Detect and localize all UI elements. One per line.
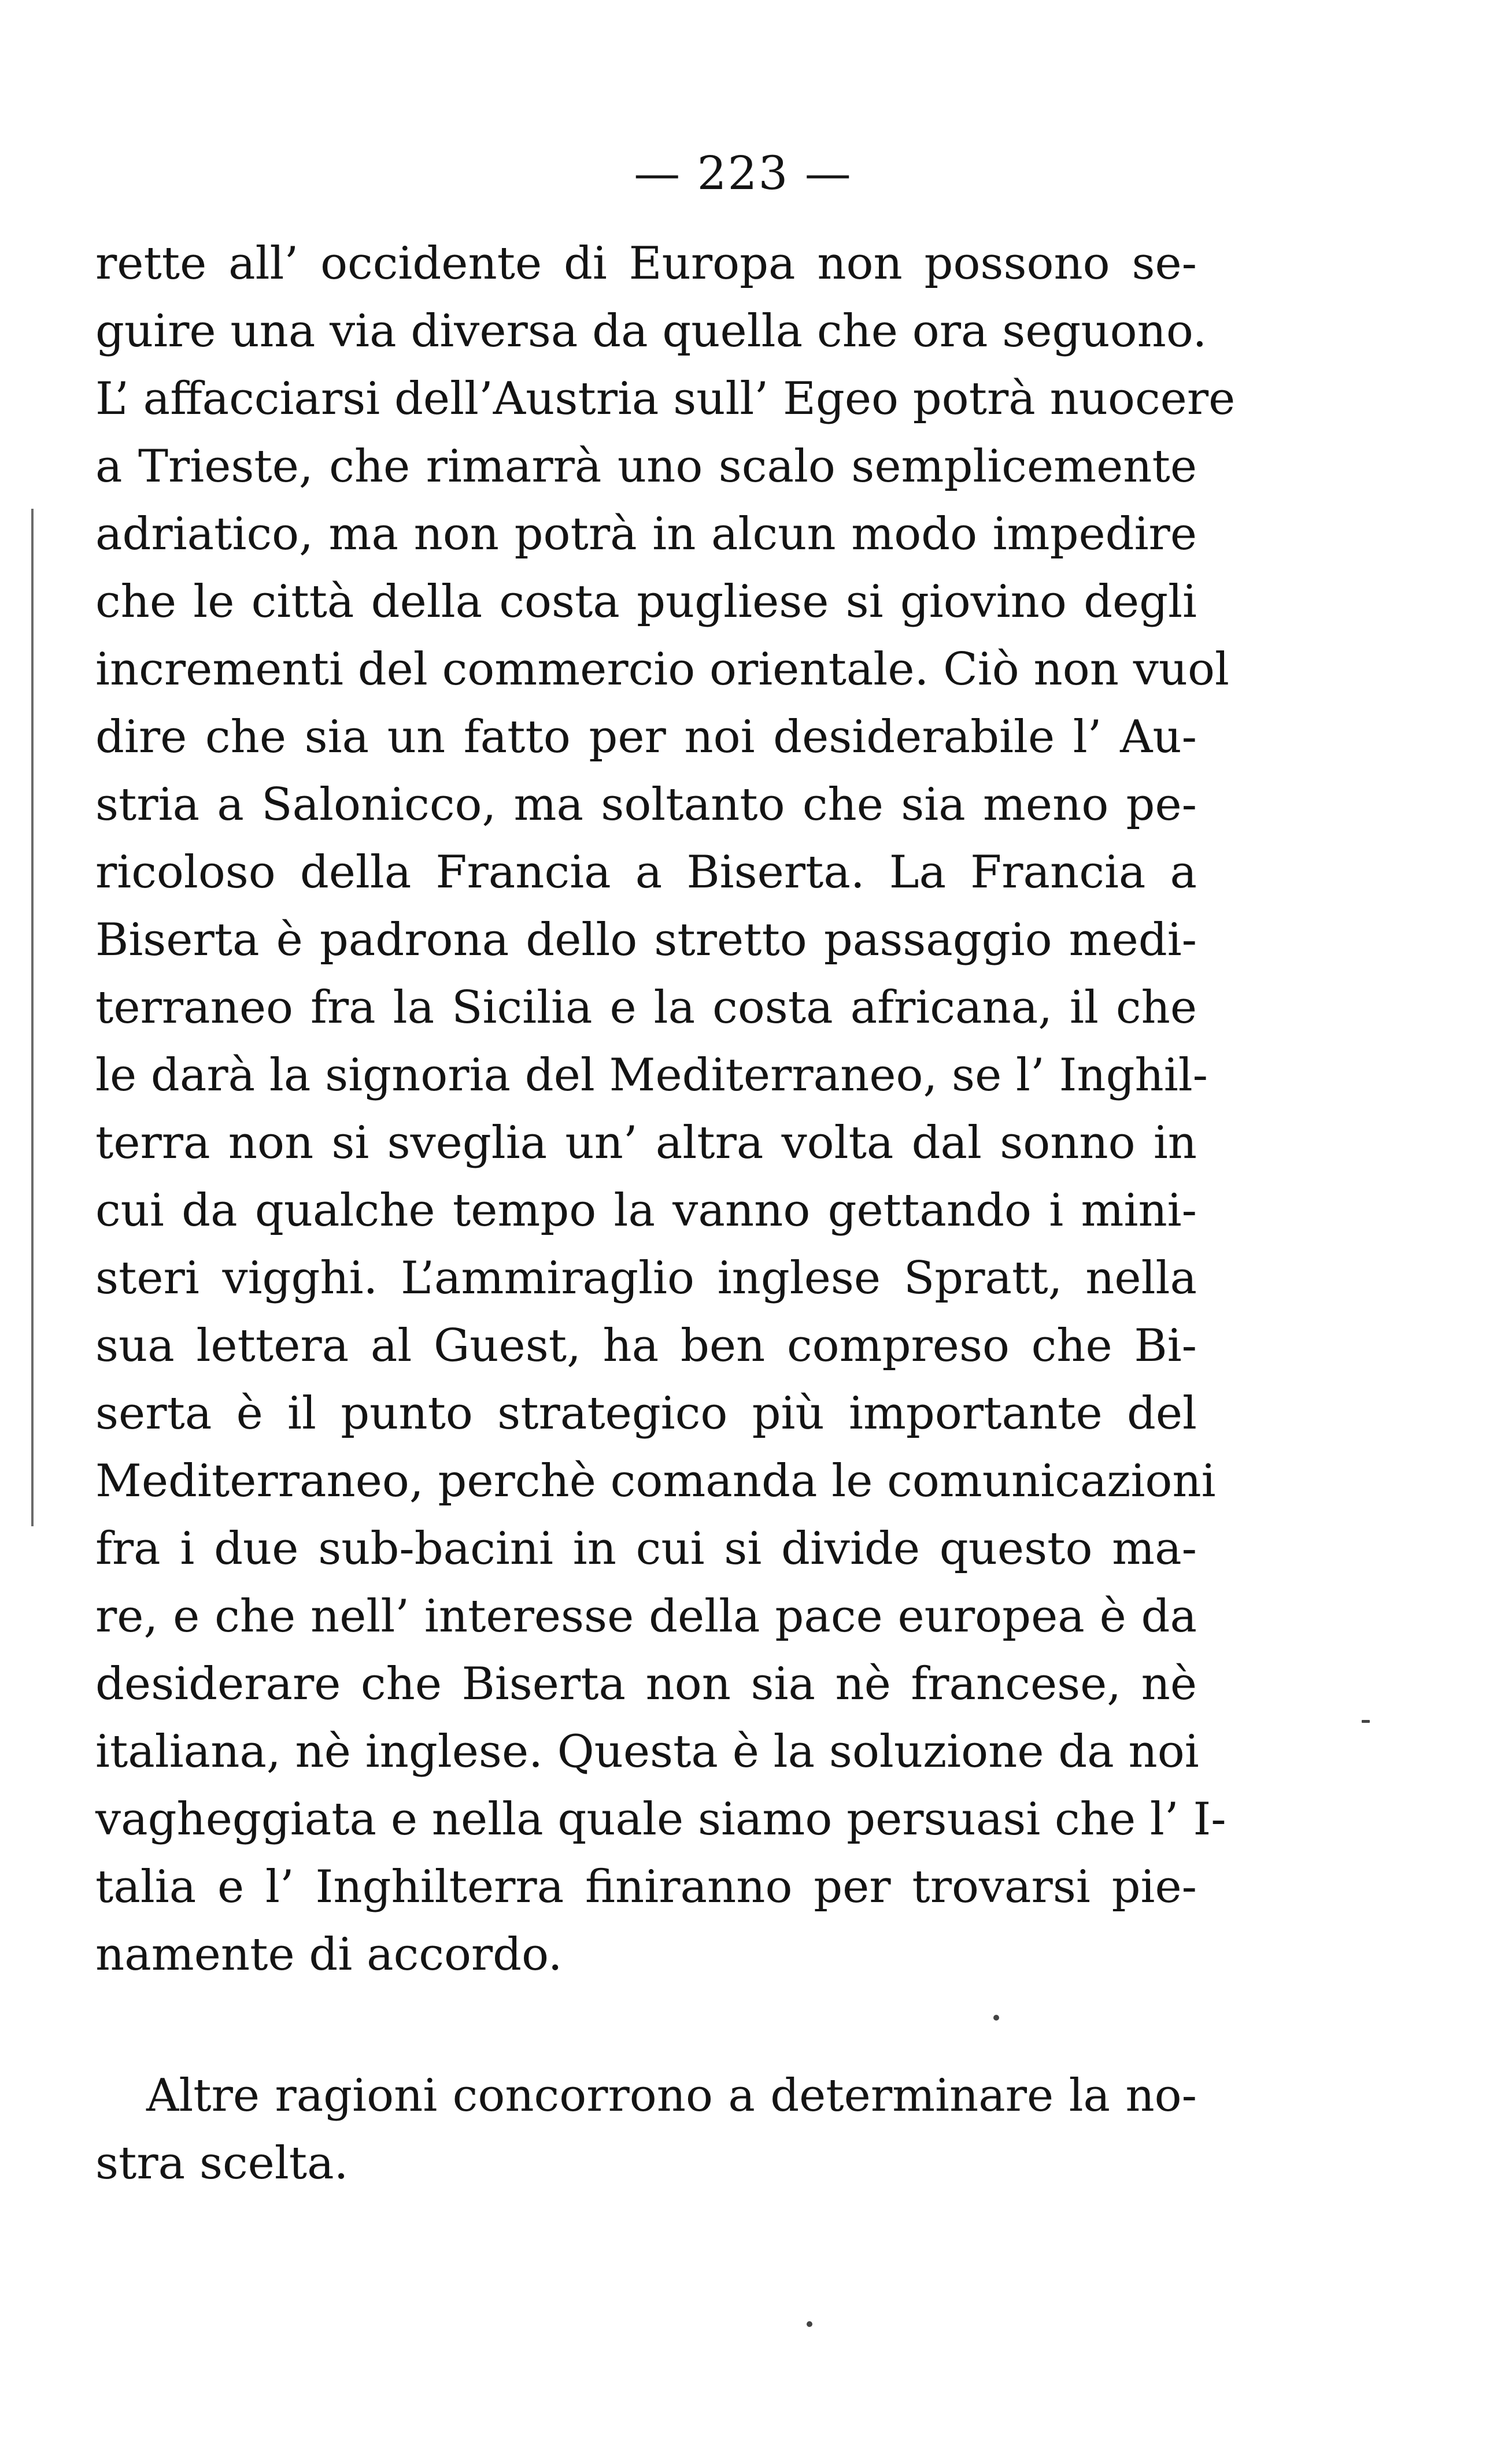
ink-speck <box>1362 1720 1370 1723</box>
ink-speck <box>807 2321 812 2327</box>
text-line: namente di accordo. <box>95 1929 563 1981</box>
margin-rule <box>31 509 34 1203</box>
text-line: terraneo fra la Sicilia e la costa africana, il che <box>95 982 1197 1034</box>
text-line: terra non si sveglia un’ altra volta dal sonno in <box>95 1117 1197 1169</box>
text-line: steri vigghi. L’ammiraglio inglese Spratt, nella <box>95 1252 1197 1304</box>
text-line: re, e che nell’ interesse della pace europea è da <box>95 1590 1197 1642</box>
text-line: guire una via diversa da quella che ora seguono. <box>95 305 1207 357</box>
text-line: fra i due sub-bacini in cui si divide questo ma- <box>95 1523 1197 1575</box>
text-line: incrementi del commercio orientale. Ciò non vuol <box>95 643 1229 695</box>
text-line: stra scelta. <box>95 2137 349 2189</box>
ink-speck <box>993 2015 999 2021</box>
text-line: italiana, nè inglese. Questa è la soluzione da noi <box>95 1726 1199 1778</box>
text-line: serta è il punto strategico più importante del <box>95 1388 1197 1440</box>
page-number: — 223 — <box>634 146 852 200</box>
text-line: stria a Salonicco, ma soltanto che sia meno pe- <box>95 779 1197 831</box>
text-line: rette all’ occidente di Europa non possono se- <box>95 238 1197 290</box>
paragraph-2 <box>95 2062 1197 2197</box>
text-line: talia e l’ Inghilterra finiranno per trovarsi pie- <box>95 1861 1197 1913</box>
paragraph-1 <box>95 230 1236 1989</box>
text-line: sua lettera al Guest, ha ben compreso che Bi- <box>95 1320 1197 1372</box>
text-line: le darà la signoria del Mediterraneo, se l’ Inghil- <box>95 1049 1208 1101</box>
text-line: Biserta è padrona dello stretto passaggio medi- <box>95 914 1197 966</box>
text-line: dire che sia un fatto per noi desiderabile l’ Au- <box>95 711 1197 763</box>
text-line: adriatico, ma non potrà in alcun modo impedire <box>95 508 1197 560</box>
text-line: che le città della costa pugliese si giovino degli <box>95 576 1197 628</box>
text-line: Mediterraneo, perchè comanda le comunicazioni <box>95 1455 1216 1507</box>
text-line: L’ affacciarsi dell’Austria sull’ Egeo potrà nuocere <box>95 373 1236 425</box>
margin-rule <box>31 1179 34 1526</box>
text-line: a Trieste, che rimarrà uno scalo semplicemente <box>95 441 1197 493</box>
text-line: vagheggiata e nella quale siamo persuasi che l’ I- <box>95 1793 1226 1845</box>
text-line: ricoloso della Francia a Biserta. La Francia a <box>95 846 1197 898</box>
text-line: cui da qualche tempo la vanno gettando i mini- <box>95 1185 1197 1237</box>
text-line: desiderare che Biserta non sia nè francese, nè <box>95 1658 1197 1710</box>
text-line: Altre ragioni concorrono a determinare la no- <box>146 2070 1197 2122</box>
